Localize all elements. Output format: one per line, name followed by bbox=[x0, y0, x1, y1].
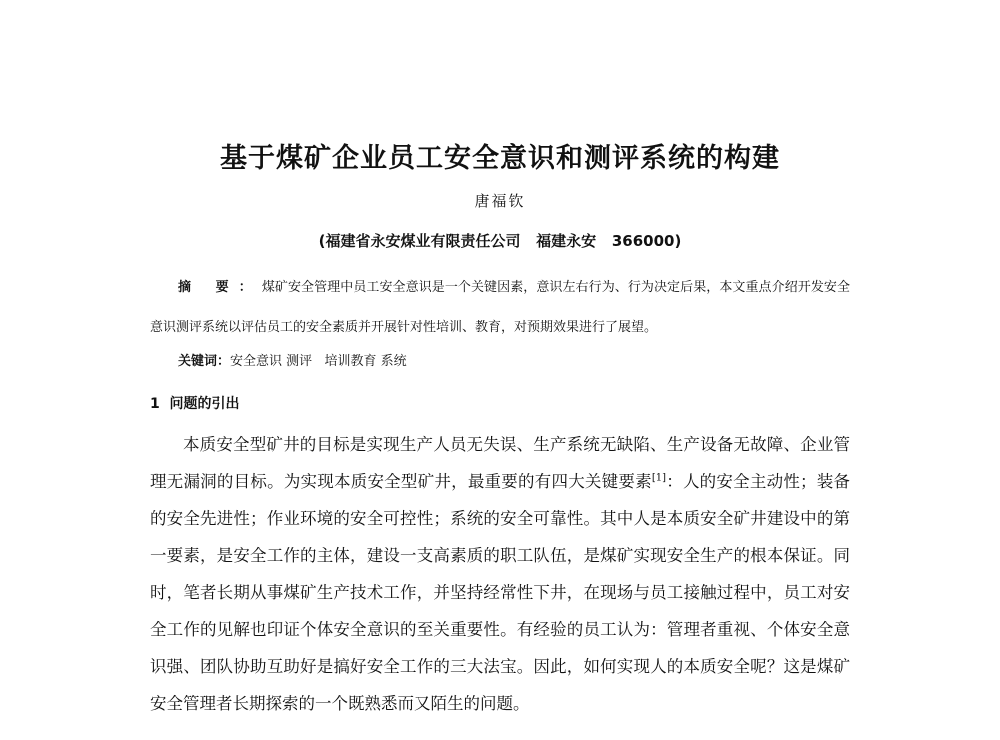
abstract-label: 摘 要： bbox=[178, 280, 262, 295]
author-name: 唐福钦 bbox=[474, 192, 526, 210]
keywords bbox=[178, 350, 407, 369]
abstract-text: 煤矿安全管理中员工安全意识是一个关键因素，意识左右行为、行为决定后果，本文重点介绍开发安全意识测评系统以评估员工的安全素质并开展针对性培训、教育，对预期效果进行了展望。 bbox=[150, 280, 850, 335]
body-paragraph bbox=[150, 426, 850, 722]
keywords-label: 关键词： bbox=[178, 354, 231, 369]
keywords-text: 安全意识 测评 培训教育 系统 bbox=[230, 354, 407, 369]
section-heading: 1 问题的引出 bbox=[150, 396, 240, 412]
body-text-part2: ：人的安全主动性；装备的安全先进性；作业环境的安全可控性；系统的安全可靠性。其中人是本质安全矿井建设中的第一要素，是安全工作的主体，建设一支高素质的职工队伍，是煤矿实现安全生产的根本保证。同时，笔者长期从事煤矿生产技术工作，并坚持经常性下井，在现场与员工接触过程中，员工对安全工作的见解也印证个体安全意识的至关重要性。有经验的员工认为：管理者重视、个体安全意识强、团队协助互助好是搞好安全工作的三大法宝。因此，如何实现人的本质安全呢？这是煤矿安全管理者长期探索的一个既熟悉而又陌生的问题。 bbox=[150, 472, 851, 713]
body-text-part1: 本质安全型矿井的目标是实现生产人员无失误、生产系统无缺陷、生产设备无故障、企业管理无漏洞的目标。为实现本质安全型矿井，最重要的有四大关键要素 bbox=[150, 435, 850, 491]
citation-ref: [1] bbox=[651, 472, 666, 484]
paper-title: 基于煤矿企业员工安全意识和测评系统的构建 bbox=[220, 143, 780, 174]
abstract bbox=[150, 268, 850, 348]
author-affiliation: (福建省永安煤业有限责任公司 福建永安 366000) bbox=[318, 232, 682, 250]
